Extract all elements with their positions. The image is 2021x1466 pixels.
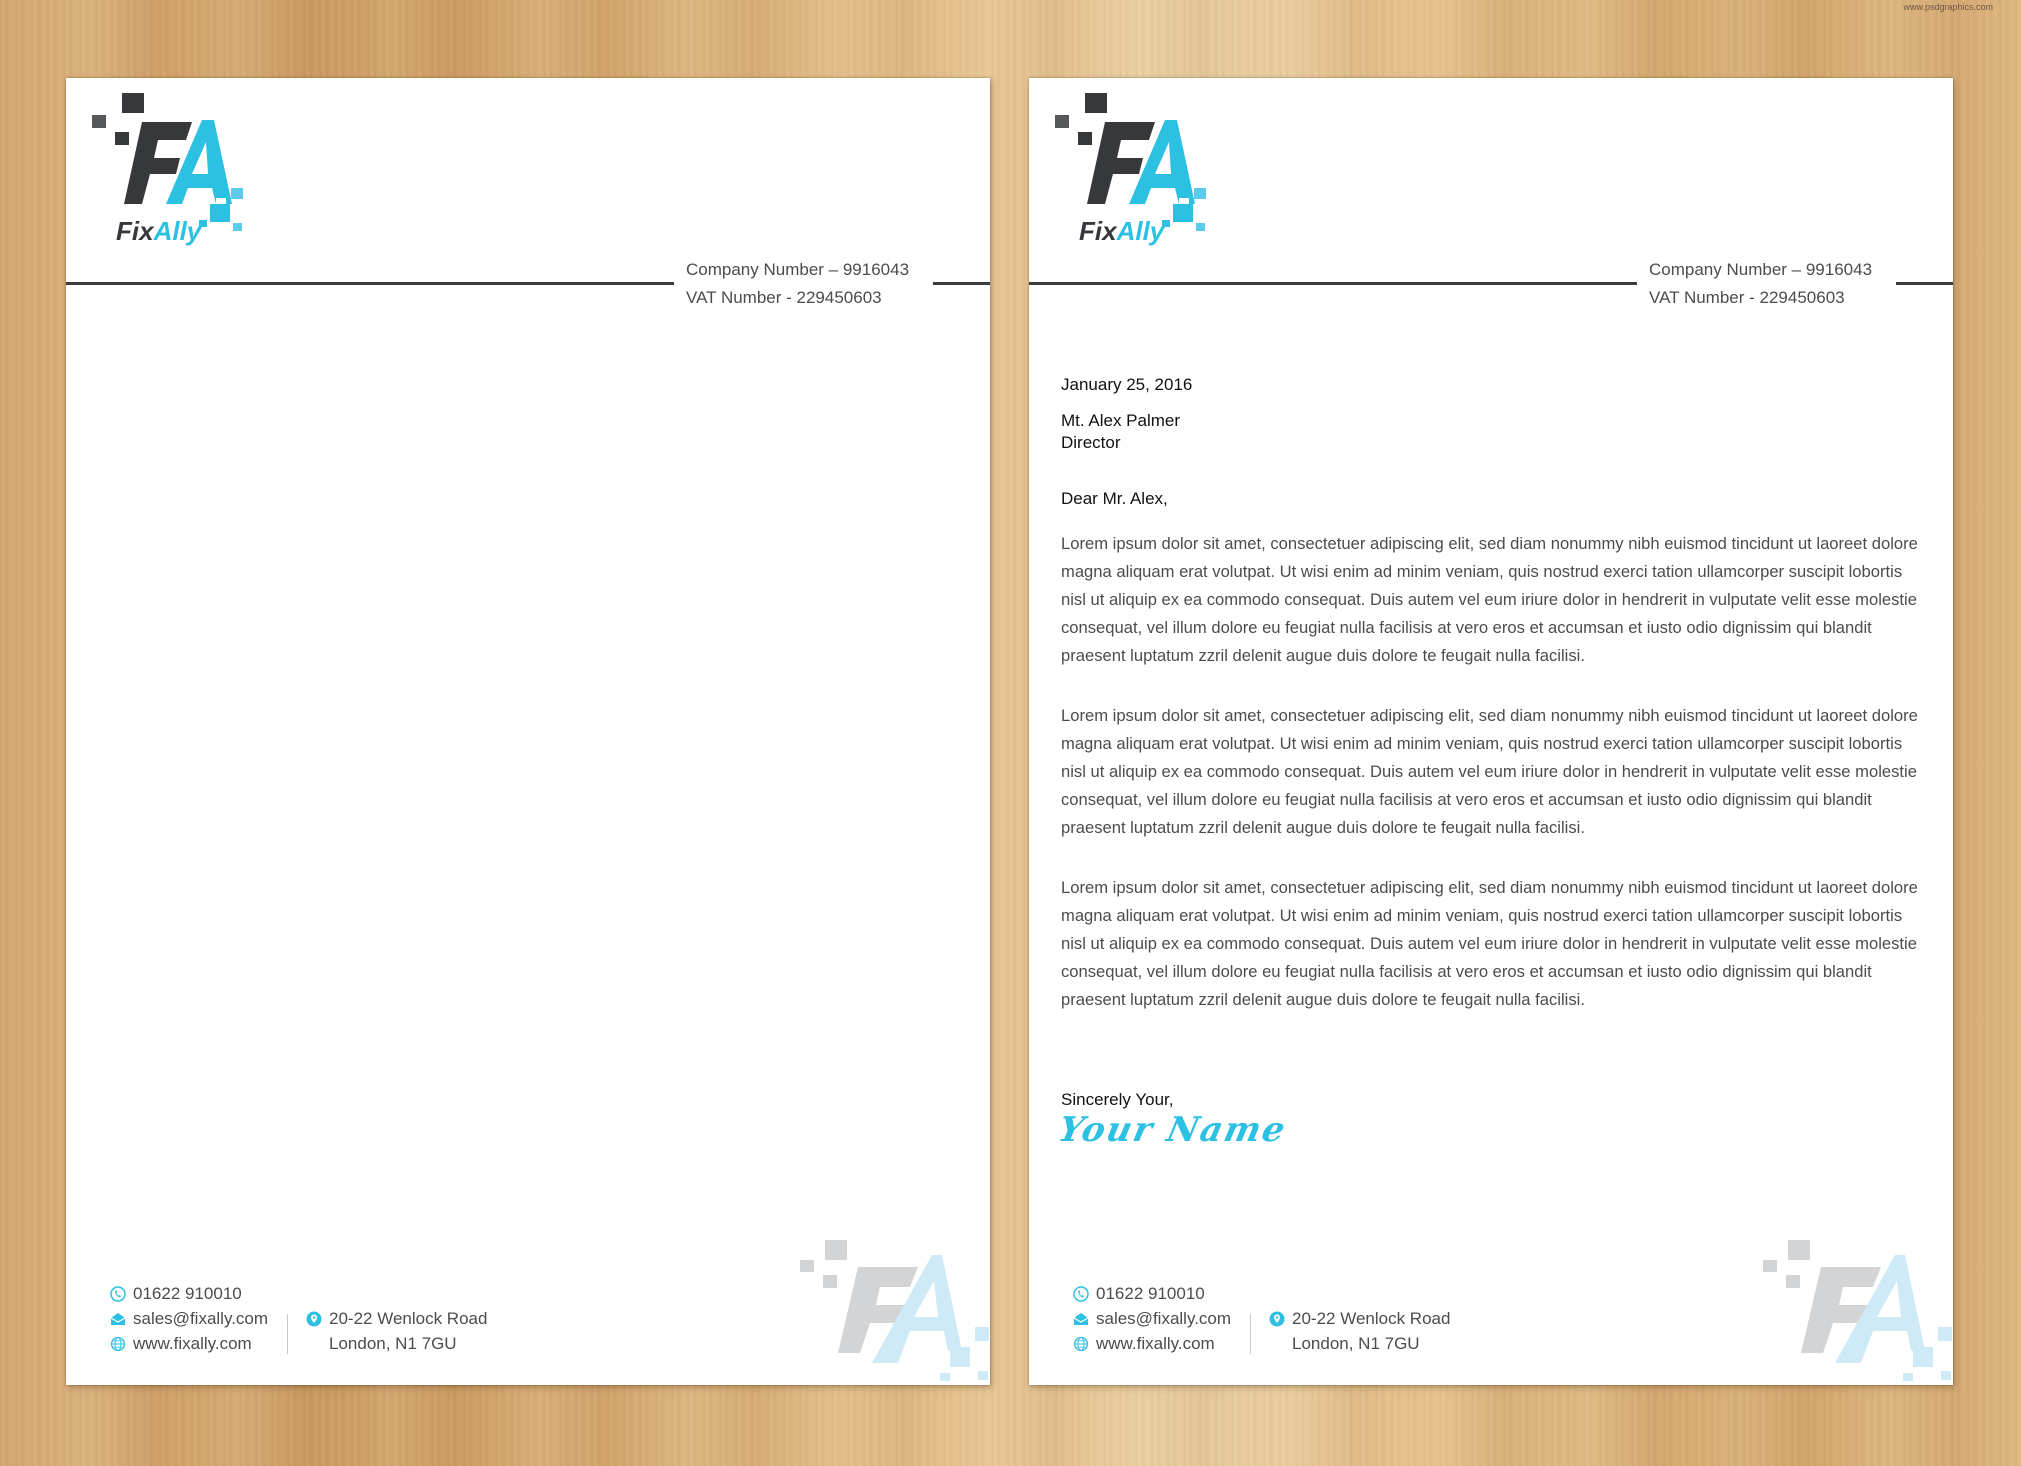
phone-row — [1073, 1281, 1273, 1306]
address-line-2: London, N1 7GU — [329, 1334, 457, 1353]
envelope-icon — [110, 1311, 126, 1327]
envelope-icon — [1073, 1311, 1089, 1327]
letter-date: January 25, 2016 — [1061, 375, 1193, 394]
recipient-name: Mt. Alex Palmer — [1061, 411, 1181, 430]
watermark-logo — [1763, 1235, 1953, 1385]
address-row — [1269, 1306, 1450, 1331]
registration-info — [686, 256, 909, 312]
phone-row — [110, 1281, 310, 1306]
address-line-2: London, N1 7GU — [1292, 1334, 1420, 1353]
logo-text-fix: Fix — [116, 216, 154, 246]
address-column — [306, 1306, 487, 1356]
header-rule-right — [933, 282, 990, 285]
fixally-logo — [88, 92, 268, 252]
footer-divider — [287, 1314, 288, 1354]
map-pin-icon — [1269, 1311, 1285, 1327]
phone-number: 01622 910010 — [133, 1283, 242, 1303]
letter-body — [1061, 374, 1931, 1046]
svg-text:FixAlly — [1079, 216, 1166, 246]
phone-icon — [1073, 1286, 1089, 1302]
email-address: sales@fixally.com — [1096, 1308, 1232, 1328]
company-number: Company Number – 9916043 — [1649, 260, 1873, 279]
signature: Your Name — [1054, 1110, 1291, 1150]
closing-line: Sincerely Your, — [1061, 1090, 1174, 1109]
company-number: Company Number – 9916043 — [686, 260, 910, 279]
salutation: Dear Mr. Alex, — [1061, 489, 1168, 508]
svg-text:FixAlly — [116, 216, 203, 246]
address-line-1: 20-22 Wenlock Road — [329, 1308, 488, 1328]
address-row — [306, 1306, 487, 1331]
letterhead-blank — [66, 78, 990, 1385]
watermark-logo — [800, 1235, 990, 1385]
contact-column — [110, 1281, 310, 1356]
website-row — [1073, 1331, 1273, 1356]
address-column — [1269, 1306, 1450, 1356]
letterhead-letter — [1029, 78, 1953, 1385]
registration-info — [1649, 256, 1872, 312]
website-url: www.fixally.com — [133, 1333, 252, 1353]
email-row — [110, 1306, 310, 1331]
recipient-title: Director — [1061, 433, 1121, 452]
logo-text-ally: Ally — [153, 216, 202, 246]
footer-divider — [1250, 1314, 1251, 1354]
phone-icon — [110, 1286, 126, 1302]
header-rule-left — [1029, 282, 1637, 285]
logo-text-fix: Fix — [1079, 216, 1117, 246]
fixally-logo — [1051, 92, 1231, 252]
globe-icon — [1073, 1336, 1089, 1352]
vat-number: VAT Number - 229450603 — [1649, 288, 1845, 307]
site-watermark: www.psdgraphics.com — [1903, 2, 1993, 12]
globe-icon — [110, 1336, 126, 1352]
paragraph-3: Lorem ipsum dolor sit amet, consectetuer adipiscing elit, sed diam nonummy nibh euismod tincidunt ut laoreet dolore magna aliquam erat volutpat. Ut wisi enim ad minim veniam, quis nostrud exerci tation ullamcorper suscipit lobortis nisl ut aliquip ex ea commodo consequat. Duis autem vel eum iriure dolor in hendrerit in vulputate velit esse molestie consequat, vel illum dolore eu feugiat nulla facilisis at vero eros et accumsan et iusto odio dignissim qui blandit praesent luptatum zzril delenit augue duis dolore te feugait nulla facilisi. — [1061, 878, 1918, 1009]
website-row — [110, 1331, 310, 1356]
paragraph-2: Lorem ipsum dolor sit amet, consectetuer adipiscing elit, sed diam nonummy nibh euismod tincidunt ut laoreet dolore magna aliquam erat volutpat. Ut wisi enim ad minim veniam, quis nostrud exerci tation ullamcorper suscipit lobortis nisl ut aliquip ex ea commodo consequat. Duis autem vel eum iriure dolor in hendrerit in vulputate velit esse molestie consequat, vel illum dolore eu feugiat nulla facilisis at vero eros et accumsan et iusto odio dignissim qui blandit praesent luptatum zzril delenit augue duis dolore te feugait nulla facilisi. — [1061, 706, 1918, 837]
email-row — [1073, 1306, 1273, 1331]
contact-column — [1073, 1281, 1273, 1356]
logo-text-ally: Ally — [1116, 216, 1165, 246]
map-pin-icon — [306, 1311, 322, 1327]
header-rule-left — [66, 282, 674, 285]
phone-number: 01622 910010 — [1096, 1283, 1205, 1303]
vat-number: VAT Number - 229450603 — [686, 288, 882, 307]
address-line-1: 20-22 Wenlock Road — [1292, 1308, 1451, 1328]
paragraph-1: Lorem ipsum dolor sit amet, consectetuer adipiscing elit, sed diam nonummy nibh euismod tincidunt ut laoreet dolore magna aliquam erat volutpat. Ut wisi enim ad minim veniam, quis nostrud exerci tation ullamcorper suscipit lobortis nisl ut aliquip ex ea commodo consequat. Duis autem vel eum iriure dolor in hendrerit in vulputate velit esse molestie consequat, vel illum dolore eu feugiat nulla facilisis at vero eros et accumsan et iusto odio dignissim qui blandit praesent luptatum zzril delenit augue duis dolore te feugait nulla facilisi. — [1061, 534, 1918, 665]
header-rule-right — [1896, 282, 1953, 285]
website-url: www.fixally.com — [1096, 1333, 1215, 1353]
recipient-block — [1061, 410, 1931, 454]
email-address: sales@fixally.com — [133, 1308, 269, 1328]
